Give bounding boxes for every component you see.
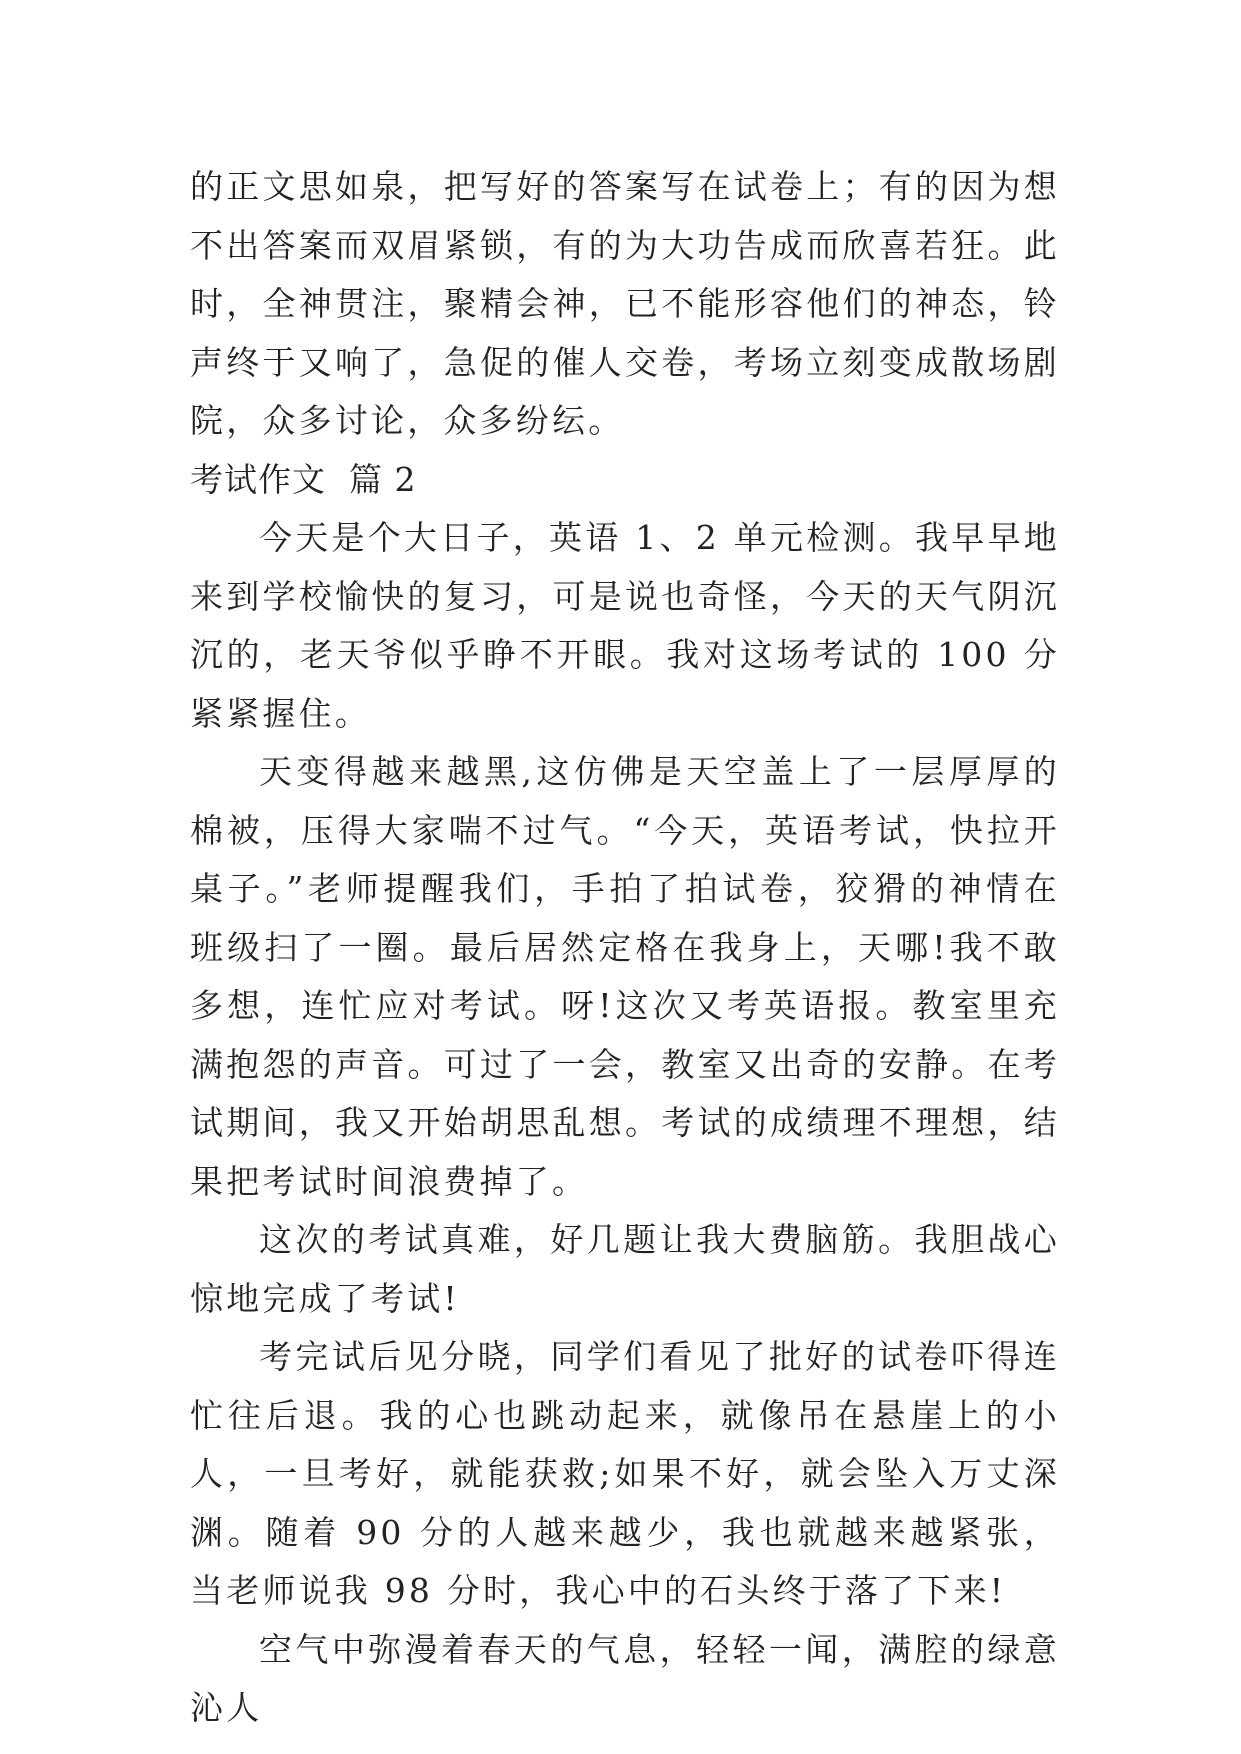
paragraph-5: 空气中弥漫着春天的气息，轻轻一闻，满腔的绿意沁人 — [190, 1629, 1060, 1727]
document-page — [190, 158, 1060, 1738]
paragraph-4: 考完试后见分晓，同学们看见了批好的试卷吓得连忙往后退。我的心也跳动起来，就像吊在悬崖上的小人，一旦考好，就能获救;如果不好，就会坠入万丈深渊。随着 90 分的人越来越少，我也就越来越紧张，当老师说我 98 分时，我心中的石头终于落了下来! — [190, 1337, 1060, 1610]
paragraph-1: 今天是个大日子，英语 1、2 单元检测。我早早地来到学校愉快的复习，可是说也奇怪，今天的天气阴沉沉的，老天爷似乎睁不开眼。我对这场考试的 100 分紧紧握住。 — [190, 518, 1060, 733]
paragraph-2: 天变得越来越黑,这仿佛是天空盖上了一层厚厚的棉被，压得大家喘不过气。“今天，英语考试，快拉开桌子。”老师提醒我们，手拍了拍试卷，狡猾的神情在班级扫了一圈。最后居然定格在我身上，天哪!我不敢多想，连忙应对考试。呀!这次又考英语报。教室里充满抱怨的声音。可过了一会，教室又出奇的安静。在考试期间，我又开始胡思乱想。考试的成绩理不理想，结果把考试时间浪费掉了。 — [190, 752, 1060, 1201]
paragraph-3: 这次的考试真难，好几题让我大费脑筋。我胆战心惊地完成了考试! — [190, 1220, 1060, 1318]
continuation-paragraph: 的正文思如泉，把写好的答案写在试卷上；有的因为想不出答案而双眉紧锁，有的为大功告成而欣喜若狂。此时，全神贯注，聚精会神，已不能形容他们的神态，铃声终于又响了，急促的催人交卷，考场立刻变成散场剧院，众多讨论，众多纷纭。 — [190, 167, 1060, 440]
section-heading: 考试作文 篇 2 — [190, 459, 417, 499]
